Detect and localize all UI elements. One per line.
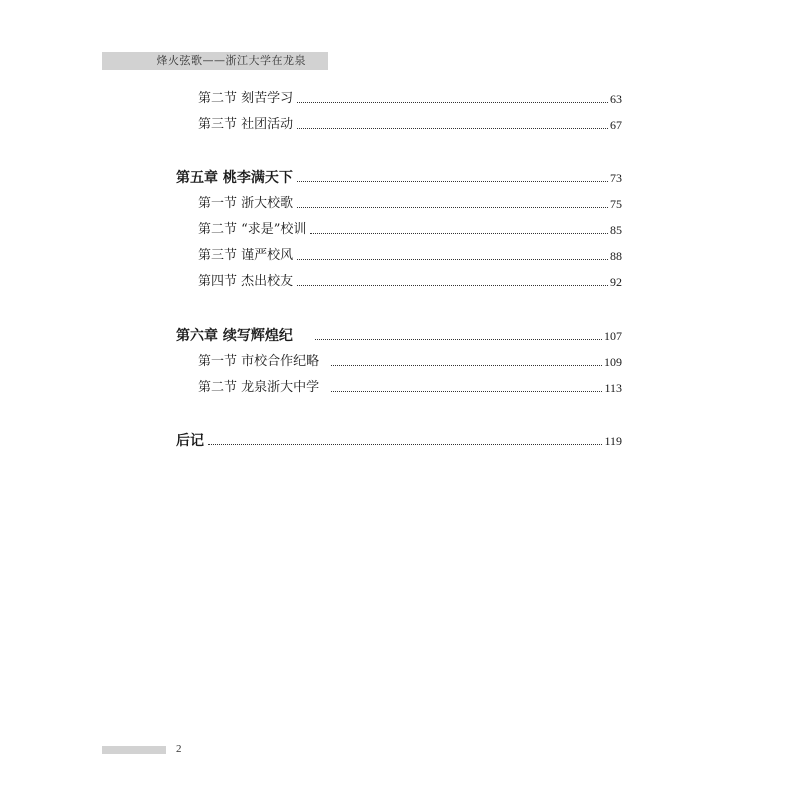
toc-entry-label: 第二节 龙泉浙大中学 [198,380,320,395]
toc-entry[interactable] [198,349,622,371]
toc-entry-page: 119 [604,434,622,448]
dot-leader [297,259,608,260]
toc-entry-page: 75 [610,197,622,211]
dot-leader [297,128,608,129]
toc-entry[interactable] [198,86,622,108]
toc-entry-label: 第二节 刻苦学习 [198,91,294,106]
dot-leader [297,207,608,208]
toc-chapter-entry[interactable] [176,323,622,345]
running-header-title: 烽火弦歌——浙江大学在龙泉 [156,54,306,67]
toc-entry-page: 88 [610,249,622,263]
toc-entry[interactable] [198,217,622,239]
toc-entry[interactable] [198,269,622,291]
toc-entry-page: 73 [610,171,622,185]
dot-leader [310,233,608,234]
toc-entry-page: 113 [604,381,622,395]
toc-entry-label: 第四节 杰出校友 [198,274,294,289]
toc-entry-label: 第三节 社团活动 [198,117,294,132]
toc-chapter-entry[interactable] [176,428,622,450]
toc-entry-page: 67 [610,118,622,132]
toc-entry-page: 107 [604,329,622,343]
footer-bar [102,746,166,754]
toc-entry-label: 第三节 谨严校风 [198,248,294,263]
toc-entry-label: 第一节 市校合作纪略 [198,354,320,369]
page-number: 2 [176,743,182,755]
toc-chapter-entry[interactable] [176,165,622,187]
toc-entry-label: 第二节 “求是”校训 [198,222,307,237]
toc-entry[interactable] [198,243,622,265]
dot-leader [297,102,608,103]
dot-leader [331,391,602,392]
toc-entry[interactable] [198,375,622,397]
toc-entry[interactable] [198,112,622,134]
toc-chapter-label: 第五章 桃李满天下 [176,170,293,186]
toc-entry-page: 92 [610,275,622,289]
dot-leader [297,181,608,182]
toc-entry-page: 63 [610,92,622,106]
toc-chapter-label: 第六章 续写辉煌纪 [176,328,293,344]
toc-entry[interactable] [198,191,622,213]
dot-leader [208,444,602,445]
toc-entry-page: 109 [604,355,622,369]
dot-leader [297,285,608,286]
toc-entry-page: 85 [610,223,622,237]
toc-entry-label: 第一节 浙大校歌 [198,196,294,211]
dot-leader [331,365,602,366]
toc-chapter-label: 后记 [176,433,204,449]
dot-leader [315,339,602,340]
